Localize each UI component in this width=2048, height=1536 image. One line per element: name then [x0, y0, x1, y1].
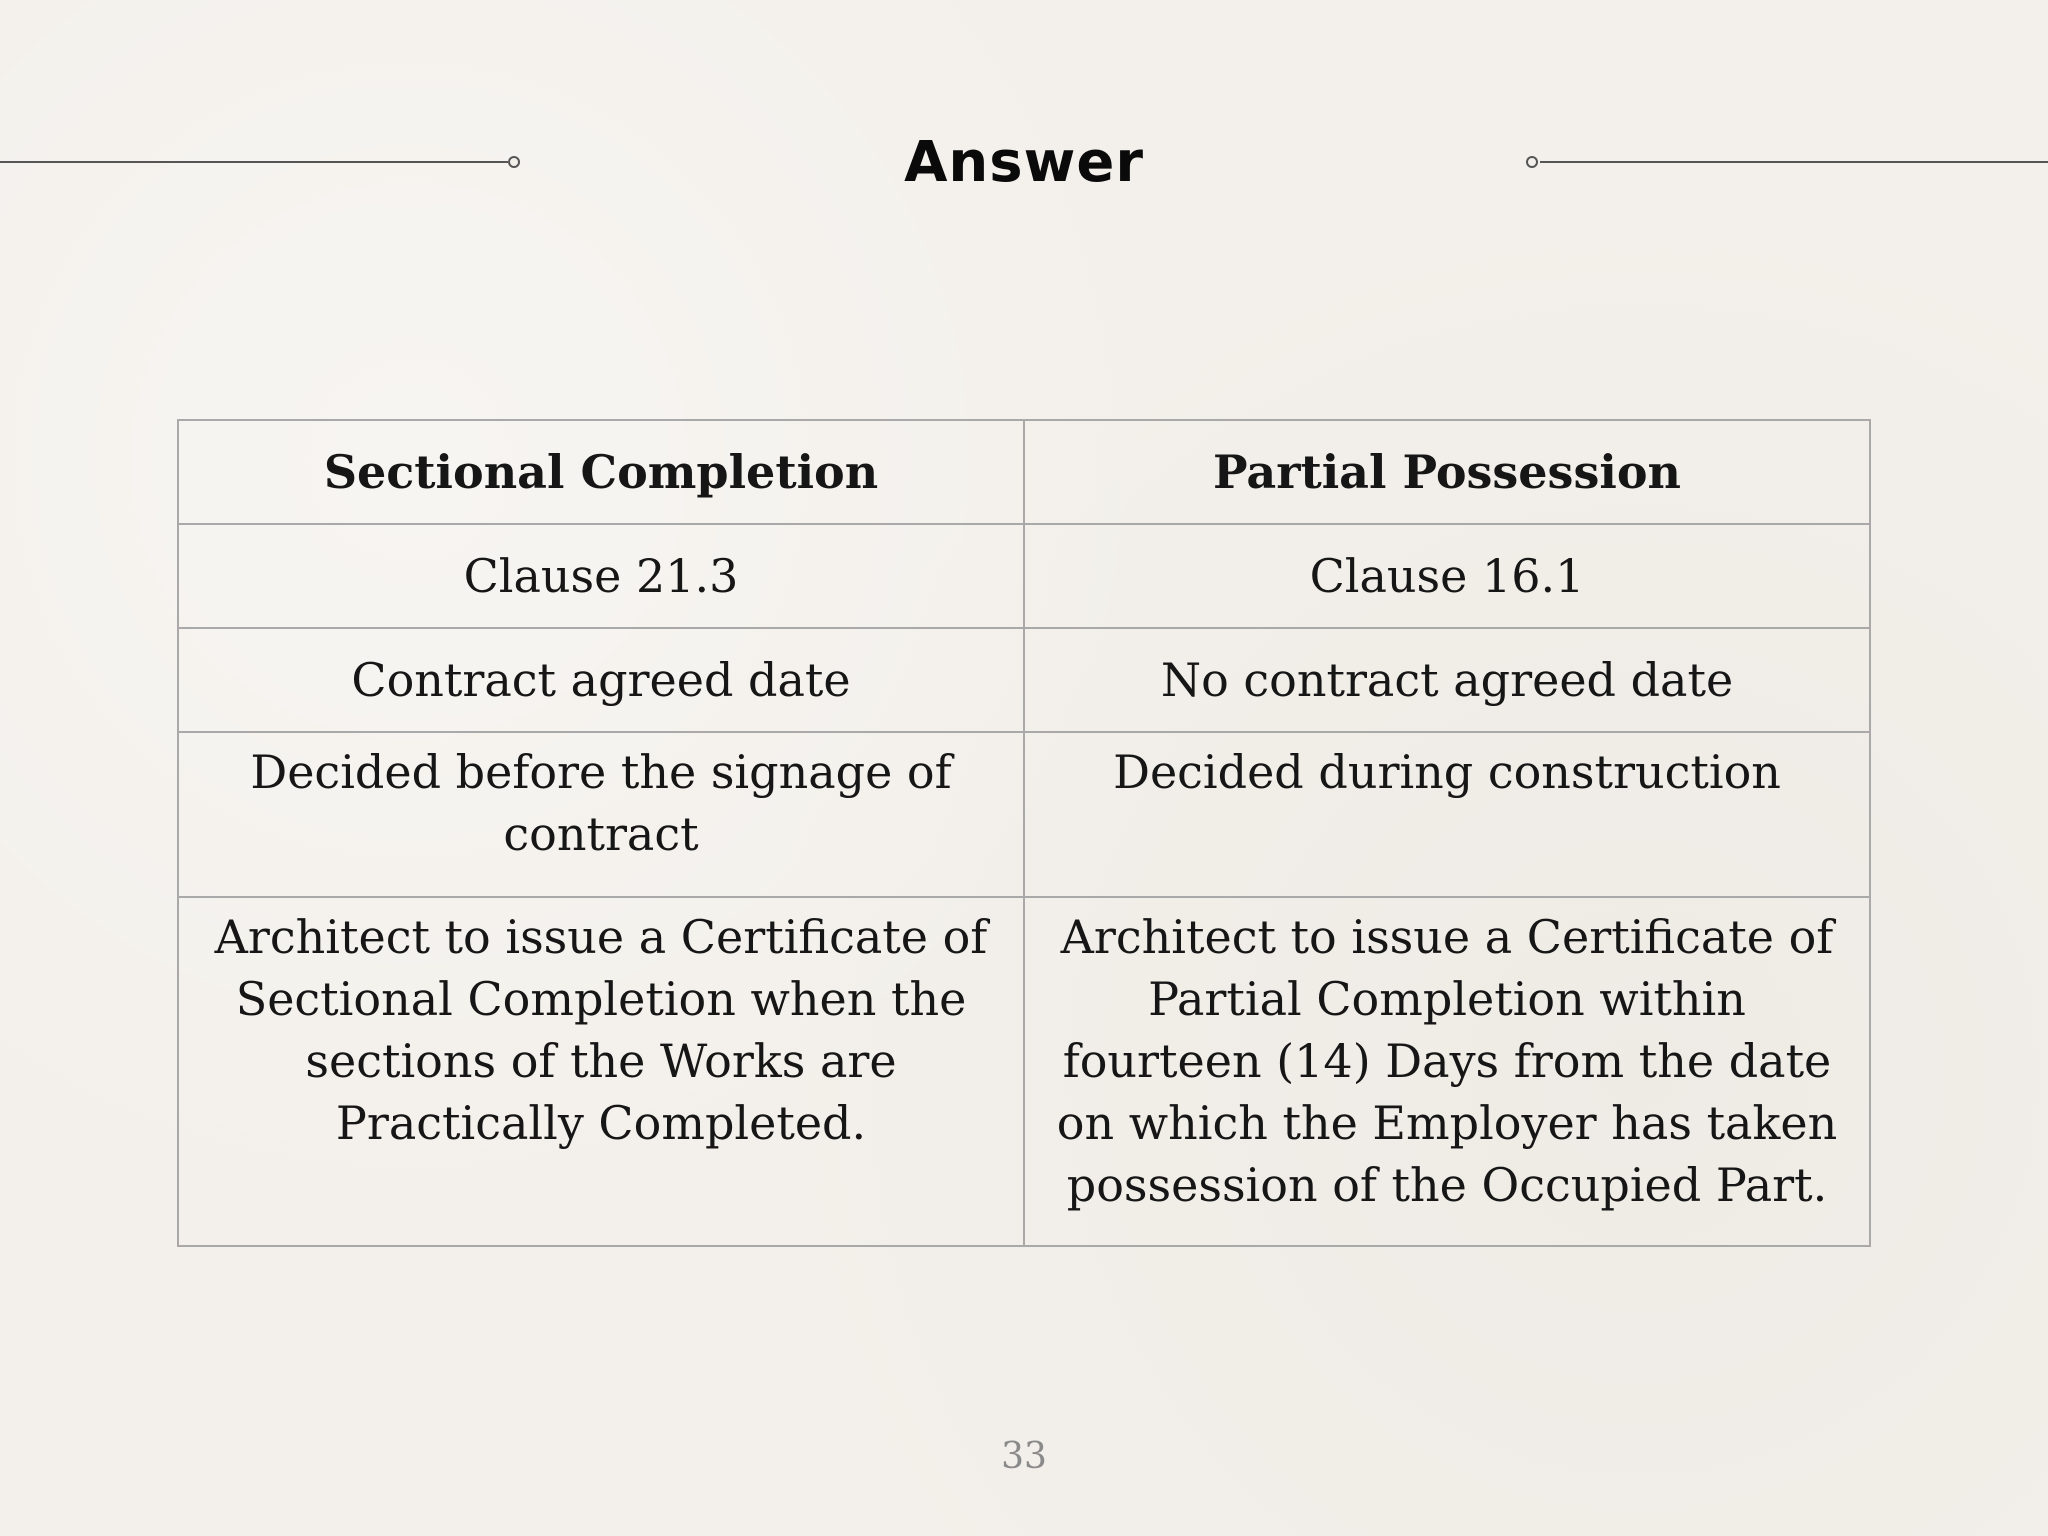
column-header-partial-possession: Partial Possession	[1024, 420, 1870, 524]
table-cell: Architect to issue a Certificate of Partial Completion within fourteen (14) Days from the date on which the Employer has taken possession of the Occupied Part.	[1024, 897, 1870, 1246]
table-cell: Clause 21.3	[178, 524, 1024, 628]
table-cell: Architect to issue a Certificate of Sectional Completion when the sections of the Works are Practically Completed.	[178, 897, 1024, 1246]
comparison-table	[177, 419, 1871, 1247]
table-row	[178, 897, 1870, 1246]
table-cell: No contract agreed date	[1024, 628, 1870, 732]
table-cell: Decided before the signage of contract	[178, 732, 1024, 897]
table-header-row	[178, 420, 1870, 524]
table-row	[178, 524, 1870, 628]
page-number: 33	[1001, 1436, 1047, 1477]
slide-title: Answer	[904, 130, 1144, 195]
table-row	[178, 732, 1870, 897]
table-cell: Decided during construction	[1024, 732, 1870, 897]
table-cell: Contract agreed date	[178, 628, 1024, 732]
table-row	[178, 628, 1870, 732]
table-cell: Clause 16.1	[1024, 524, 1870, 628]
column-header-sectional-completion: Sectional Completion	[178, 420, 1024, 524]
